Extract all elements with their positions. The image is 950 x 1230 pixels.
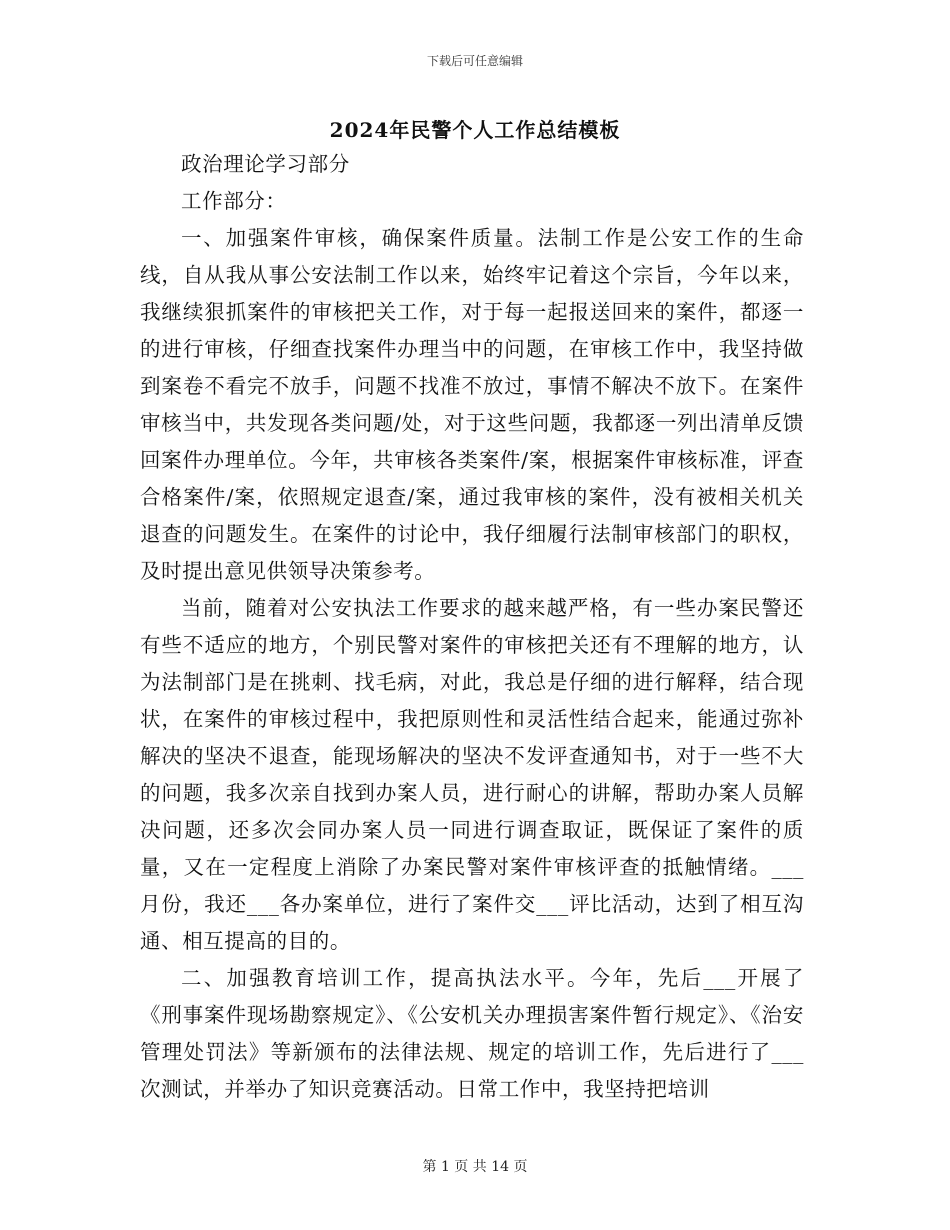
paragraph-training: 二、加强教育培训工作，提高执法水平。今年，先后___开展了《刑事案件现场勘察规定》、《公安机关办理损害案件暂行规定》、《治安管理处罚法》等新颁布的法律法规、规定的培训工作，先后进行了___次测试，并举办了知识竞赛活动。日常工作中，我坚持把培训 bbox=[140, 966, 804, 1101]
paragraph-current-situation: 当前，随着对公安执法工作要求的越来越严格，有一些办案民警还有些不适应的地方，个别民警对案件的审核把关还有不理解的地方，认为法制部门是在挑刺、找毛病，对此，我总是仔细的进行解释，结合现状，在案件的审核过程中，我把原则性和灵活性结合起来，能通过弥补解决的坚决不退查，能现场解决的坚决不发评查通知书，对于一些不大的问题，我多次亲自找到办案人员，进行耐心的讲解，帮助办案人员解决问题，还多次会同办案人员一同进行调查取证，既保证了案件的质量，又在一定程度上消除了办案民警对案件审核评查的抵触情绪。___月份，我还___各办案单位，进行了案件交___评比活动，达到了相互沟通、相互提高的目的。 bbox=[140, 596, 804, 953]
document-body bbox=[140, 146, 804, 1108]
paragraph-work-heading: 工作部分： bbox=[181, 189, 287, 213]
paragraph-section-heading: 政治理论学习部分 bbox=[181, 152, 350, 176]
paragraph-case-review: 一、加强案件审核，确保案件质量。法制工作是公安工作的生命线，自从我从事公安法制工作以来，始终牢记着这个宗旨，今年以来，我继续狠抓案件的审核把关工作，对于每一起报送回来的案件，都逐一的进行审核，仔细查找案件办理当中的问题，在审核工作中，我坚持做到案卷不看完不放手，问题不找准不放过，事情不解决不放下。在案件审核当中，共发现各类问题/处，对于这些问题，我都逐一列出清单反馈回案件办理单位。今年，共审核各类案件/案，根据案件审核标准，评查合格案件/案，依照规定退查/案，通过我审核的案件，没有被相关机关退查的问题发生。在案件的讨论中，我仔细履行法制审核部门的职权，及时提出意见供领导决策参考。 bbox=[140, 226, 804, 583]
header-note: 下载后可任意编辑 bbox=[426, 54, 523, 68]
page-number: 第 1 页 共 14 页 bbox=[422, 1159, 528, 1175]
document-title: 2024年民警个人工作总结模板 bbox=[329, 118, 621, 142]
